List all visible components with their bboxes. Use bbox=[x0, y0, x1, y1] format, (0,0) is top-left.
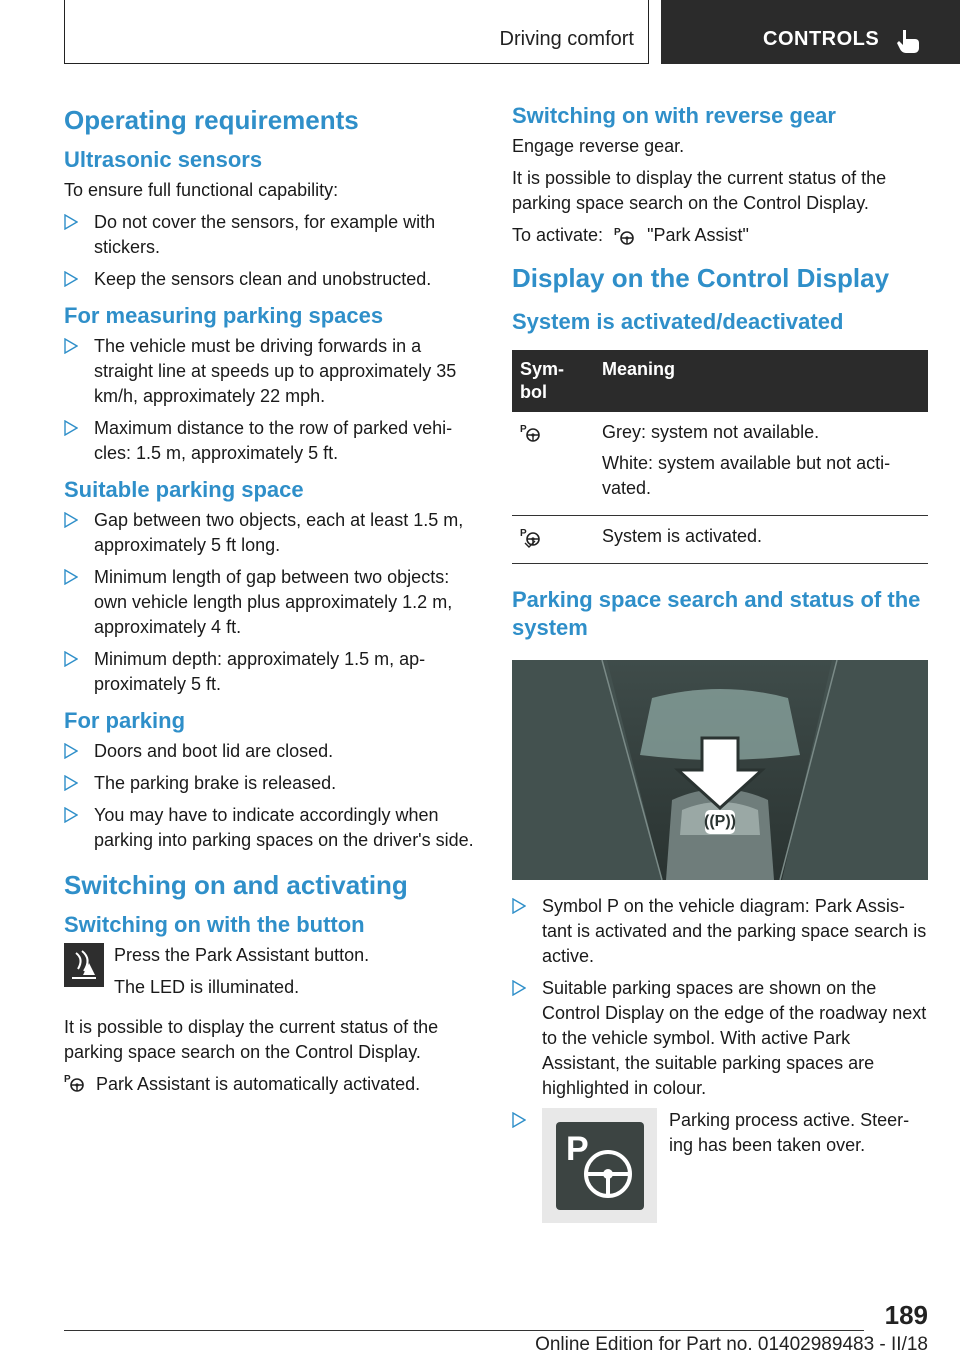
triangle-bullet-icon bbox=[64, 775, 78, 791]
button-instruction bbox=[64, 943, 482, 1007]
display-heading: Display on the Control Display bbox=[512, 263, 890, 293]
table-row bbox=[512, 516, 928, 564]
svg-text:P: P bbox=[565, 1129, 589, 1168]
triangle-bullet-icon bbox=[64, 214, 78, 230]
system-status-heading: System is activated/deactivated bbox=[512, 309, 844, 334]
triangle-bullet-icon bbox=[64, 569, 78, 585]
table-row bbox=[512, 412, 928, 516]
ultrasonic-intro: To ensure full functional capability: bbox=[64, 180, 339, 200]
search-list bbox=[512, 894, 928, 1223]
list-item: Gap between two objects, each at least 1.5 m, approximately 5 ft long. bbox=[64, 508, 482, 558]
button-line-1: Press the Park Assistant button. bbox=[114, 945, 370, 965]
reverse-line-2: It is possible to display the current status of the parking space search on the Control Display. bbox=[512, 168, 887, 213]
suitable-list bbox=[64, 508, 482, 697]
ultrasonic-sensors-heading: Ultrasonic sensors bbox=[64, 147, 263, 172]
list-item: Do not cover the sensors, for example with stickers. bbox=[64, 210, 482, 260]
list-item: Minimum depth: approximately 1.5 m, ap-proximately 5 ft. bbox=[64, 647, 482, 697]
park-assistant-button-icon bbox=[64, 943, 104, 987]
triangle-bullet-icon bbox=[64, 420, 78, 436]
search-status-heading: Parking space search and status of the system bbox=[512, 587, 921, 640]
triangle-bullet-icon bbox=[64, 651, 78, 667]
list-item: The parking brake is released. bbox=[64, 771, 482, 796]
svg-text:P: P bbox=[614, 227, 621, 239]
measuring-list bbox=[64, 334, 482, 466]
park-assist-active-icon bbox=[520, 526, 542, 548]
button-line-2: The LED is illuminated. bbox=[114, 977, 300, 997]
table-cell-meaning: Grey: system not available. White: system available but not acti-vated. bbox=[594, 412, 928, 516]
table-header-row bbox=[512, 350, 928, 412]
park-assist-icon bbox=[520, 422, 542, 444]
list-item: Maximum distance to the row of parked vehi-cles: 1.5 m, approximately 5 ft. bbox=[64, 416, 482, 466]
parking-process-icon bbox=[542, 1108, 657, 1223]
list-item: Symbol P on the vehicle diagram: Park Assis-tant is activated and the parking space search is active. bbox=[512, 894, 928, 969]
operating-requirements-heading: Operating requirements bbox=[64, 105, 359, 135]
table-cell-meaning: System is activated. bbox=[594, 516, 928, 564]
parking-diagram-image bbox=[512, 660, 928, 880]
list-item: Doors and boot lid are closed. bbox=[64, 739, 482, 764]
auto-activated-line bbox=[64, 1072, 482, 1104]
table-cell-symbol bbox=[512, 516, 594, 564]
activate-line: To activate: P "Park Assist" bbox=[512, 223, 928, 248]
chapter-title: CONTROLS bbox=[763, 28, 880, 50]
list-item: Keep the sensors clean and unobstructed. bbox=[64, 267, 482, 292]
status-paragraph: It is possible to display the current status of the parking space search on the Control Display. bbox=[64, 1017, 439, 1062]
park-assist-icon bbox=[614, 225, 636, 247]
list-item bbox=[512, 1108, 928, 1223]
left-column bbox=[64, 94, 482, 1104]
diagram-p-badge: ((P)) bbox=[704, 813, 736, 830]
triangle-bullet-icon bbox=[512, 1112, 526, 1128]
svg-text:P: P bbox=[64, 1074, 71, 1085]
header-box bbox=[64, 0, 649, 64]
triangle-bullet-icon bbox=[64, 807, 78, 823]
pointing-hand-icon bbox=[895, 26, 921, 54]
right-column bbox=[512, 98, 928, 1230]
section-title: Driving comfort bbox=[499, 28, 634, 50]
chapter-tab bbox=[661, 0, 960, 64]
svg-text:P: P bbox=[520, 424, 527, 436]
svg-text:P: P bbox=[520, 528, 527, 540]
list-item: Minimum length of gap between two objects: own vehicle length plus approximately 1.2 m, approximately 4 ft. bbox=[64, 565, 482, 640]
list-item: The vehicle must be driving forwards in a straight line at speeds up to approximately 35 km/h, approximately 22 mph. bbox=[64, 334, 482, 409]
switching-on-heading: Switching on and activating bbox=[64, 870, 408, 900]
symbol-column-header: Sym-bol bbox=[512, 350, 594, 412]
triangle-bullet-icon bbox=[512, 898, 526, 914]
button-heading: Switching on with the button bbox=[64, 912, 365, 937]
symbol-table bbox=[512, 350, 928, 564]
auto-activated-text: Park Assistant is automatically activated. bbox=[96, 1074, 421, 1094]
park-assist-icon bbox=[64, 1072, 86, 1094]
footer-divider bbox=[64, 1330, 864, 1331]
meaning-column-header: Meaning bbox=[594, 350, 928, 412]
ultrasonic-list bbox=[64, 210, 482, 292]
reverse-gear-heading: Switching on with reverse gear bbox=[512, 103, 836, 128]
reverse-line-1: Engage reverse gear. bbox=[512, 136, 685, 156]
process-text: Parking process active. Steer-ing has been taken over. bbox=[669, 1110, 910, 1155]
page-number: 189 bbox=[884, 1300, 928, 1330]
suitable-space-heading: Suitable parking space bbox=[64, 477, 304, 502]
triangle-bullet-icon bbox=[64, 271, 78, 287]
list-item: Suitable parking spaces are shown on the Control Display on the edge of the roadway next to the vehicle symbol. With active Park Assistant, the suitable parking spaces are highlighted in colour. bbox=[512, 976, 928, 1101]
edition-text: Online Edition for Part no. 01402989483 - II/18 bbox=[535, 1334, 928, 1355]
list-item: You may have to indicate accordingly when parking into parking spaces on the driver's side. bbox=[64, 803, 482, 853]
triangle-bullet-icon bbox=[64, 512, 78, 528]
for-parking-heading: For parking bbox=[64, 708, 186, 733]
triangle-bullet-icon bbox=[64, 743, 78, 759]
triangle-bullet-icon bbox=[512, 980, 526, 996]
table-cell-symbol bbox=[512, 412, 594, 516]
measuring-heading: For measuring parking spaces bbox=[64, 303, 384, 328]
parking-list bbox=[64, 739, 482, 853]
triangle-bullet-icon bbox=[64, 338, 78, 354]
